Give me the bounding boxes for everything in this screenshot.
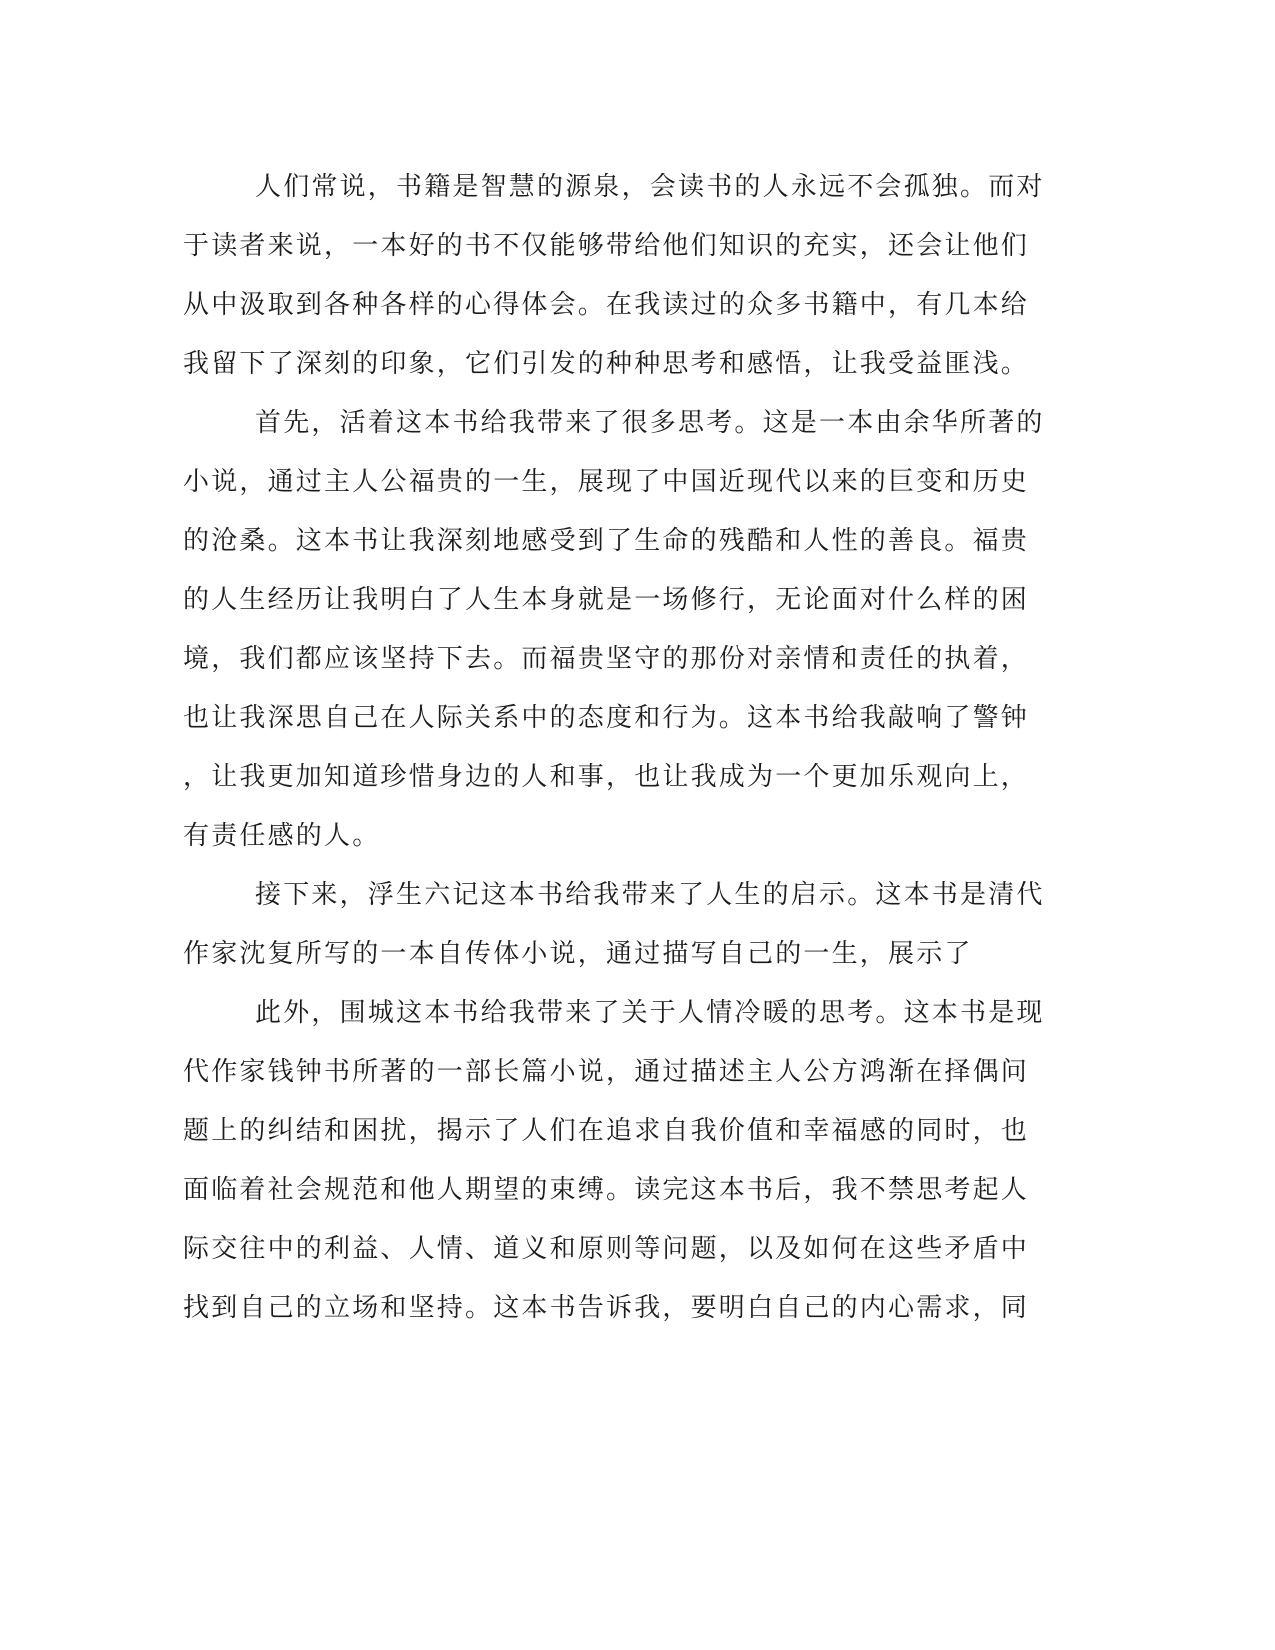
text-line: ，让我更加知道珍惜身边的人和事，也让我成为一个更加乐观向上，	[183, 762, 1030, 792]
text-line: 接下来，浮生六记这本书给我带来了人生的启示。这本书是清代	[255, 880, 1045, 910]
paragraph-weicheng	[183, 984, 1043, 1338]
text-line: 小说，通过主人公福贵的一生，展现了中国近现代以来的巨变和历史	[183, 467, 1030, 497]
text-line: 有责任感的人。	[183, 821, 381, 851]
paragraph-fusheng-liuji	[183, 866, 1043, 984]
text-line: 人们常说，书籍是智慧的源泉，会读书的人永远不会孤独。而对	[255, 172, 1045, 202]
text-line: 也让我深思自己在人际关系中的态度和行为。这本书给我敲响了警钟	[183, 703, 1030, 733]
text-line: 作家沈复所写的一本自传体小说，通过描写自己的一生，展示了	[183, 939, 973, 969]
text-line: 际交往中的利益、人情、道义和原则等问题，以及如何在这些矛盾中	[183, 1234, 1030, 1264]
text-line: 此外，围城这本书给我带来了关于人情冷暖的思考。这本书是现	[255, 998, 1045, 1028]
text-line: 首先，活着这本书给我带来了很多思考。这是一本由余华所著的	[255, 408, 1045, 438]
text-line: 找到自己的立场和坚持。这本书告诉我，要明白自己的内心需求，同	[183, 1293, 1030, 1323]
paragraph-huozhe	[183, 394, 1043, 866]
text-line: 的沧桑。这本书让我深刻地感受到了生命的残酷和人性的善良。福贵	[183, 526, 1030, 556]
text-line: 的人生经历让我明白了人生本身就是一场修行，无论面对什么样的困	[183, 585, 1030, 615]
text-line: 面临着社会规范和他人期望的束缚。读完这本书后，我不禁思考起人	[183, 1175, 1030, 1205]
text-line: 我留下了深刻的印象，它们引发的种种思考和感悟，让我受益匪浅。	[183, 349, 1030, 379]
text-line: 境，我们都应该坚持下去。而福贵坚守的那份对亲情和责任的执着，	[183, 644, 1030, 674]
paragraph-intro	[183, 158, 1043, 394]
text-line: 从中汲取到各种各样的心得体会。在我读过的众多书籍中，有几本给	[183, 290, 1030, 320]
text-line: 于读者来说，一本好的书不仅能够带给他们知识的充实，还会让他们	[183, 231, 1030, 261]
document-body	[183, 158, 1043, 1338]
text-line: 代作家钱钟书所著的一部长篇小说，通过描述主人公方鸿渐在择偶问	[183, 1057, 1030, 1087]
text-line: 题上的纠结和困扰，揭示了人们在追求自我价值和幸福感的同时，也	[183, 1116, 1030, 1146]
